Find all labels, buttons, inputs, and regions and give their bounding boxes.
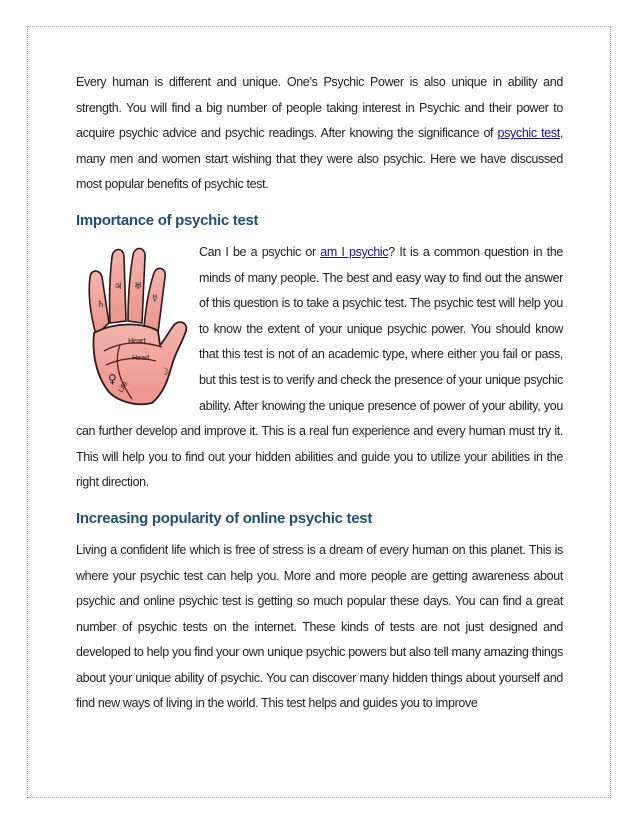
am-i-psychic-link[interactable]: am I psychic [320,244,389,259]
importance-text-start: Can I be a psychic or [199,244,321,259]
palm-hand-image [76,243,188,411]
psychic-test-link[interactable]: psychic test [497,126,560,141]
svg-text:☿: ☿ [152,293,158,304]
heading-importance: Importance of psychic test [76,211,259,229]
importance-text-end: ? It is a common question in the minds of many people. The best and easy way to find out the answer of this question is to take a psychic test. The psychic test will help you to know the extent of your unique psychic power. You should know that this test is not of an academic type, where either you fail or pass, but this test is to verify and check the presence of your unique psychic ability. After knowing the unique presence of power of your ability, you can further develop and improve it. This is a real fun experience and every human must try it. This will help you to find out your hidden abilities and guide you to utilize your abilities in the right direction. [76,244,563,490]
head-line-label: Head [132,353,149,362]
article-body [76,70,563,717]
intro-text-start: Every human is different and unique. One’s Psychic Power is also unique in ability and strength. You will find a big number of people taking interest in Psychic and their power to acquire psychic advice and psychic readings. After knowing the significance of [76,75,563,141]
svg-text:♀: ♀ [108,371,117,386]
heart-line-label: Heart [128,336,146,345]
intro-text-end: , many men and women start wishing that they were also psychic. Here we have discussed most popular benefits of psychic test. [76,126,563,192]
popularity-paragraph: Living a confident life which is free of stress is a dream of every human on this planet. This is where your psychic test can help you. More and more people are getting awareness about psychic and online psychic test is getting so much popular these days. You can find a great number of psychic tests on the internet. These kinds of tests are not just designed and developed to help you find your own unique psychic powers but also tell many amazing things about your unique ability of psychic. You can discover many hidden things about yourself and find new ways of living in the world. This test helps and guides you to improve [76,542,563,711]
svg-text:☽: ☽ [160,366,169,378]
svg-text:♃: ♃ [114,281,122,292]
svg-text:♅: ♅ [134,281,142,292]
heading-popularity: Increasing popularity of online psychic test [76,509,373,527]
life-line-label: Life [116,380,130,394]
intro-paragraph [76,70,563,198]
svg-text:♄: ♄ [97,299,105,310]
